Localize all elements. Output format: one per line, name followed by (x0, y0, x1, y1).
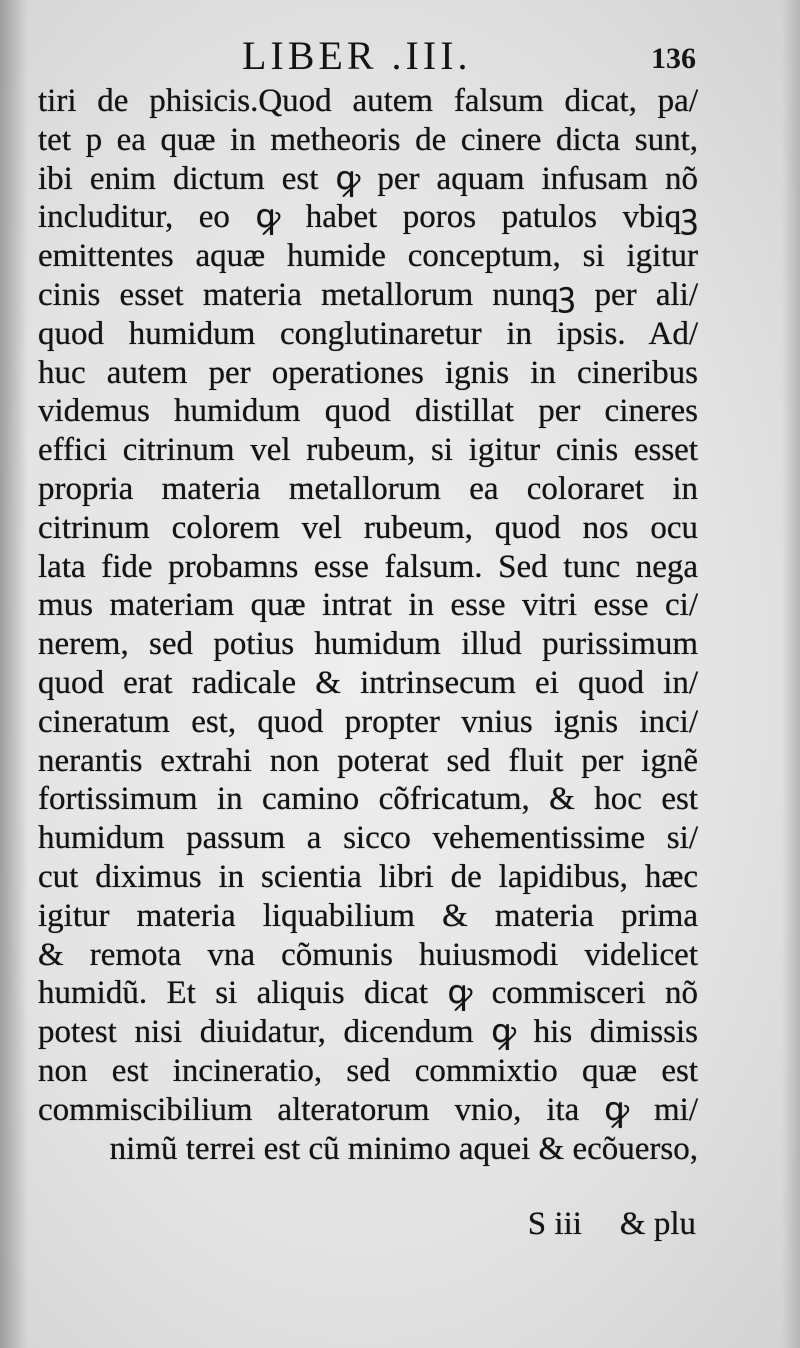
text-line: commiscibilium alteratorum vnio, ita ꝙ mi/ (38, 1091, 698, 1128)
text-line: nimũ terrei est cũ minimo aquei & ecõuerso, (109, 1130, 698, 1167)
text-line: humidũ. Et si aliquis dicat ꝙ commisceri nõ (38, 975, 698, 1012)
body-text (38, 82, 698, 1168)
text-line: effici citrinum vel rubeum, si igitur cinis esset (38, 432, 698, 469)
text-line: nerem, sed potius humidum illud purissimum (38, 626, 698, 663)
text-line: nerantis extrahi non poterat sed fluit per ignẽ (38, 742, 698, 779)
catchword: & plu (619, 1206, 696, 1242)
running-head: LIBER .III. (242, 33, 472, 78)
text-line: non est incineratio, sed commixtio quæ est (38, 1052, 698, 1089)
text-line: mus materiam quæ intrat in esse vitri esse ci/ (38, 587, 698, 624)
text-line: cineratum est, quod propter vnius ignis inci/ (38, 703, 698, 740)
text-line: potest nisi diuidatur, dicendum ꝙ his dimissis (38, 1014, 698, 1051)
page-footer (528, 1206, 696, 1243)
text-line: ibi enim dictum est ꝙ per aquam infusam nõ (38, 160, 698, 197)
text-line: humidum passum a sicco vehementissime si/ (38, 820, 698, 857)
text-line: tiri de phisicis.Quod autem falsum dicat, pa/ (38, 83, 698, 119)
text-line: fortissimum in camino cõfricatum, & hoc est (38, 781, 698, 818)
text-line: videmus humidum quod distillat per cineres (38, 393, 698, 430)
text-line: includitur, eo ꝙ habet poros patulos vbiqꝫ (38, 199, 698, 236)
text-line: quod humidum conglutinaretur in ipsis. Ad/ (38, 315, 698, 352)
text-line: huc autem per operationes ignis in cineribus (38, 354, 698, 391)
text-line: igitur materia liquabilium & materia prima (38, 897, 698, 934)
signature-mark: S iii (527, 1206, 582, 1242)
text-line: citrinum colorem vel rubeum, quod nos ocu (38, 509, 698, 546)
text-line: & remota vna cõmunis huiusmodi videlicet (38, 936, 698, 973)
text-line: propria materia metallorum ea coloraret in (38, 470, 698, 507)
text-line: tet p ea quæ in metheoris de cinere dicta sunt, (38, 121, 698, 158)
text-line: cut diximus in scientia libri de lapidibus, hæc (38, 858, 698, 895)
page-number: 136 (651, 42, 696, 75)
text-line: quod erat radicale & intrinsecum ei quod in/ (38, 664, 698, 701)
text-line: lata fide probamns esse falsum. Sed tunc nega (38, 548, 698, 585)
text-line: cinis esset materia metallorum nunqꝫ per ali/ (38, 276, 698, 313)
text-line: emittentes aquæ humide conceptum, si igitur (38, 238, 698, 275)
page-header (36, 30, 696, 80)
